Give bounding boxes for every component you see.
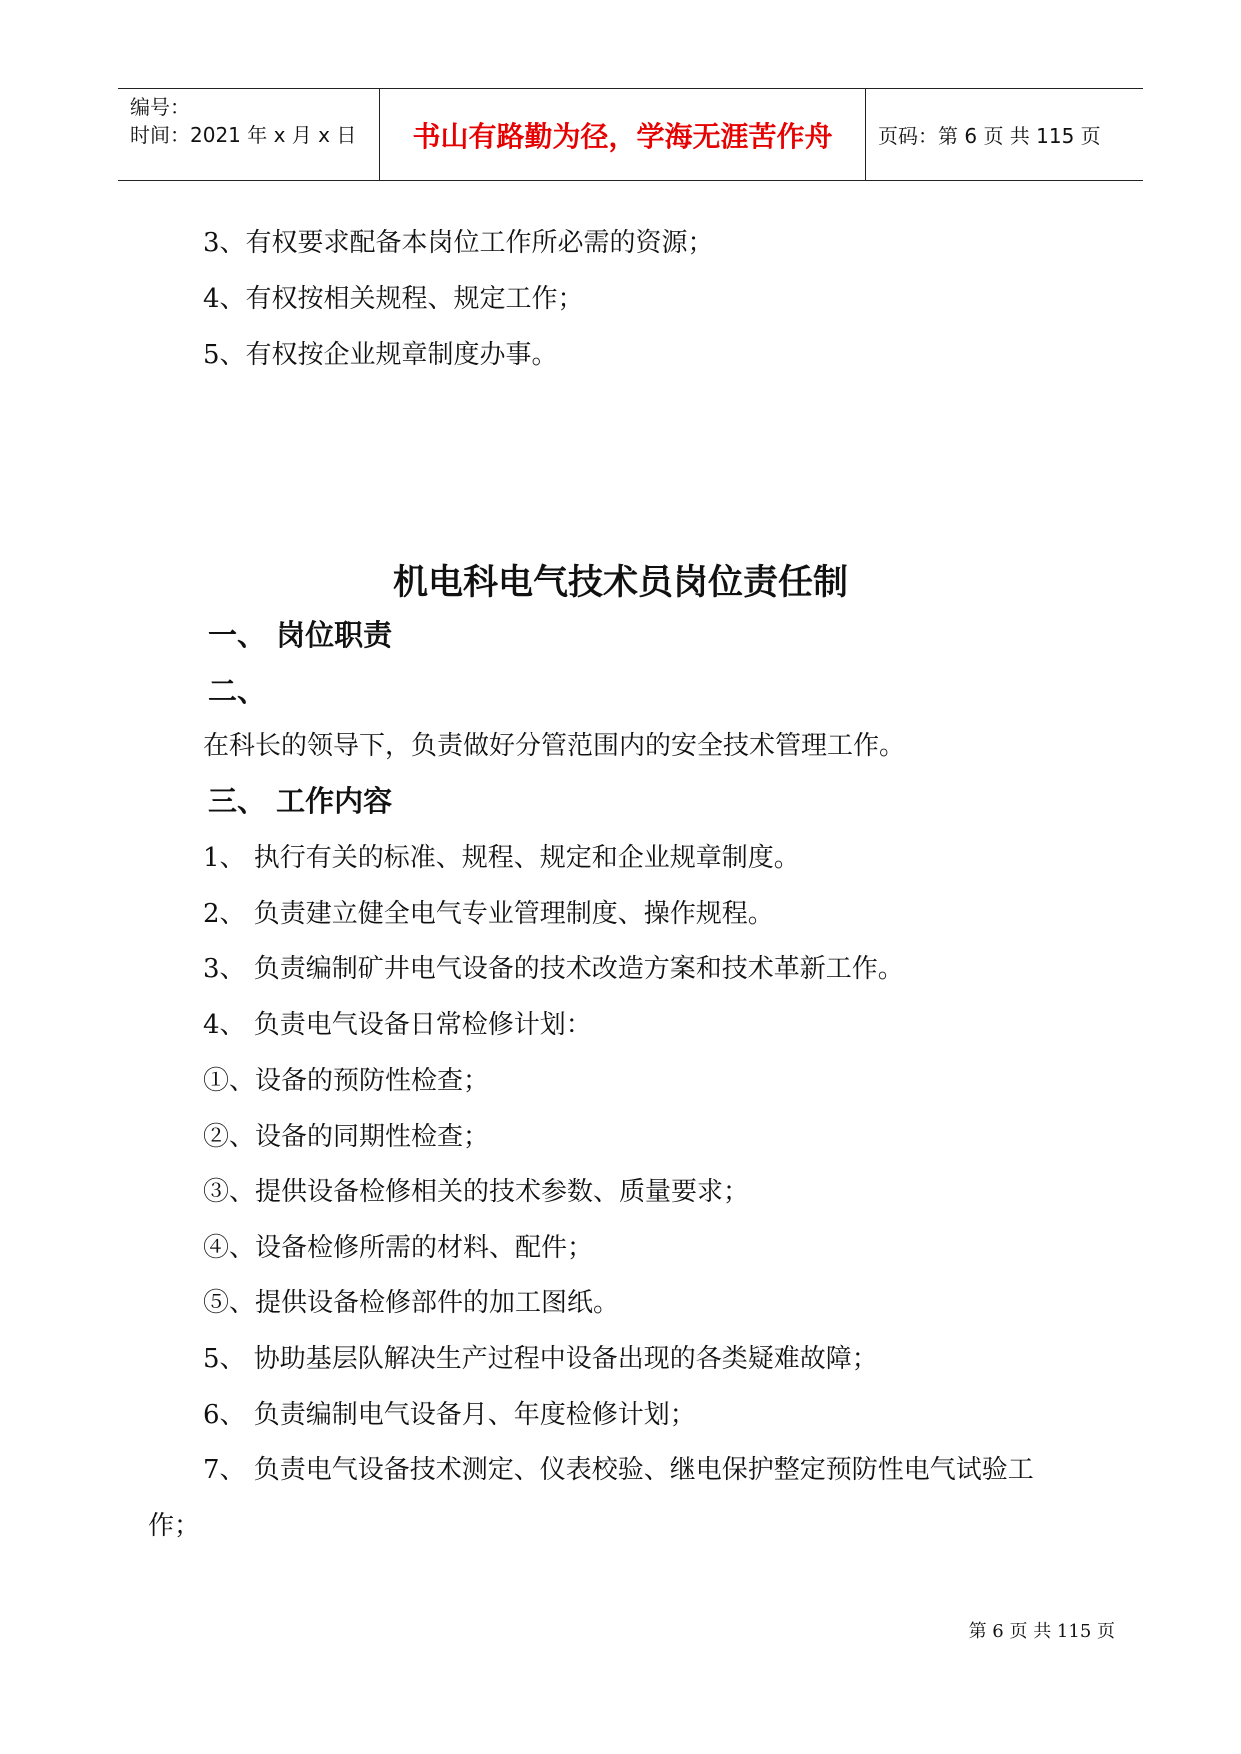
item-line: 5、 协助基层队解决生产过程中设备出现的各类疑难故障； [203,1344,878,1374]
number-label: 编号： [130,95,190,119]
header-motto: 书山有路勤为径，学海无涯苦作舟 [380,89,866,180]
item-line: 4、 负责电气设备日常检修计划： [203,1010,592,1040]
header-page-label: 页码：第 6 页 共 115 页 [878,124,1101,148]
item-line: 2、 负责建立健全电气专业管理制度、操作规程。 [203,899,774,929]
page-footer: 第 6 页 共 115 页 [968,1621,1115,1642]
item-line: 3、 负责编制矿井电气设备的技术改造方案和技术革新工作。 [203,954,904,984]
intro-line-3: 5、有权按企业规章制度办事。 [203,340,558,370]
sub-item-line: ②、设备的同期性检查； [203,1122,490,1152]
section-heading-3: 三、 工作内容 [208,784,393,818]
item-line: 1、 执行有关的标准、规程、规定和企业规章制度。 [203,843,800,873]
item-line: 7、 负责电气设备技术测定、仪表校验、继电保护整定预防性电气试验工 [203,1455,1034,1485]
intro-line-1: 3、有权要求配备本岗位工作所必需的资源； [203,228,714,258]
section-2-text: 在科长的领导下，负责做好分管范围内的安全技术管理工作。 [203,731,906,761]
time-label: 时间：2021 年 x 月 x 日 [130,123,357,147]
sub-item-line: ④、设备检修所需的材料、配件； [203,1233,594,1263]
document-title: 机电科电气技术员岗位责任制 [392,562,848,603]
intro-line-2: 4、有权按相关规程、规定工作； [203,284,584,314]
sub-item-line: ①、设备的预防性检查； [203,1066,490,1096]
section-heading-2: 二、 [208,674,267,708]
item-line: 6、 负责编制电气设备月、年度检修计划； [203,1400,696,1430]
item-line-continuation: 作； [148,1511,201,1541]
header-table [118,88,1143,181]
sub-item-line: ⑤、提供设备检修部件的加工图纸。 [203,1288,620,1318]
section-heading-1: 一、 岗位职责 [208,618,393,652]
header-meta [118,89,380,180]
sub-item-line: ③、提供设备检修相关的技术参数、质量要求； [203,1177,750,1207]
